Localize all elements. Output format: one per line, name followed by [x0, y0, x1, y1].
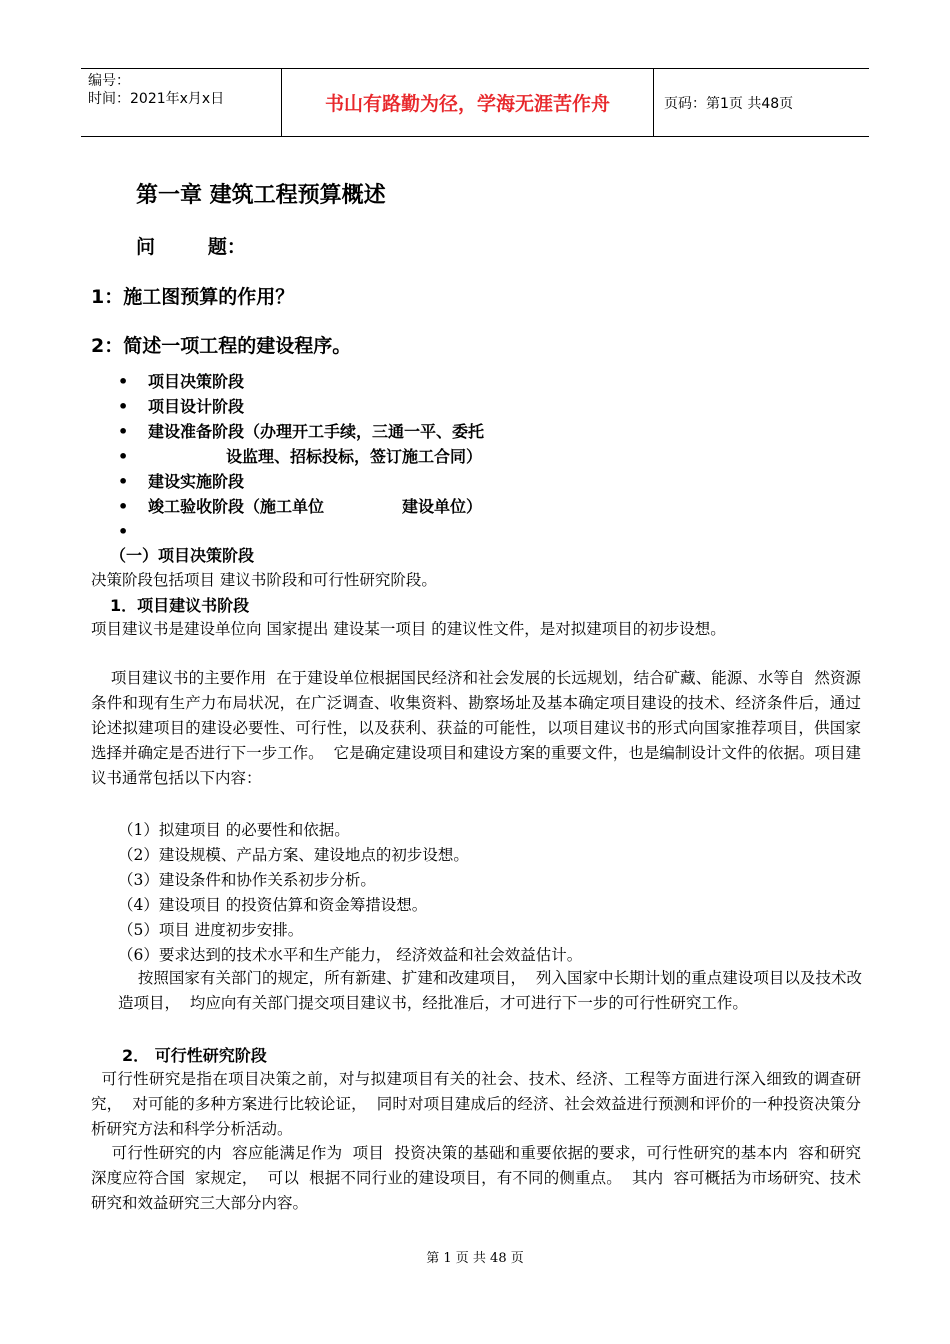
bullet-icon: •	[118, 397, 129, 416]
list-item: （1）拟建项目 的必要性和依据。	[118, 821, 350, 839]
list-item	[118, 519, 484, 544]
list-item: （5）项目 进度初步安排。	[118, 921, 304, 939]
section-intro: 决策阶段包括项目 建议书阶段和可行性研究阶段。	[91, 571, 437, 589]
list-item: • 设监理、招标投标，签订施工合同）	[118, 444, 484, 469]
list-item: • 项目设计阶段	[118, 394, 484, 419]
header-table	[81, 68, 869, 137]
header-page: 页码：第1页 共48页	[664, 95, 794, 112]
questions-label: 问 题：	[136, 236, 246, 258]
section-heading: （一）项目决策阶段	[110, 546, 255, 565]
bullet-icon: •	[118, 422, 129, 441]
header-time: 时间：2021年x月x日	[88, 91, 225, 107]
paragraph-5: 可行性研究的内 容应能满足作为 项目 投资决策的基础和重要依据的要求，可行性研究的基本内 容和研究深度应符合国 家规定， 可以 根据不同行业的建设项目，有不同的侧重点。 其内 容可概括为市场研究、技术研究和效益研究三大部分内容。	[91, 1144, 861, 1212]
bullet-icon: •	[118, 447, 129, 466]
subsection-heading-1: 1．项目建议书阶段	[110, 596, 250, 615]
paragraph-3: 按照国家有关部门的规定，所有新建、扩建和改建项目， 列入国家中长期计划的重点建设项目以及技术改造项目， 均应向有关部门提交项目建议书，经批准后，才可进行下一步的可行性研究工作。	[118, 969, 862, 1012]
list-item: （6）要求达到的技术水平和生产能力， 经济效益和社会效益估计。	[118, 946, 583, 964]
list-item: （2）建设规模、产品方案、建设地点的初步设想。	[118, 846, 469, 864]
subsection-heading-2: 2． 可行性研究阶段	[122, 1046, 267, 1065]
bullet-icon: •	[118, 497, 129, 516]
list-item: （4）建设项目 的投资估算和资金筹措设想。	[118, 896, 428, 914]
bullet-icon: •	[118, 372, 129, 391]
question-1: 1：施工图预算的作用？	[91, 286, 295, 308]
header-meta	[81, 69, 282, 136]
question-2: 2：简述一项工程的建设程序。	[91, 335, 352, 357]
header-motto: 书山有路勤为径，学海无涯苦作舟	[282, 69, 654, 136]
list-item: • 竣工验收阶段（施工单位 建设单位）	[118, 494, 484, 519]
bullet-icon: •	[118, 522, 129, 541]
header-number: 编号：	[88, 73, 130, 89]
paragraph-1: 项目建议书是建设单位向 国家提出 建设某一项目 的建议性文件，是对拟建项目的初步设想。	[91, 620, 726, 638]
bullet-icon: •	[118, 472, 129, 491]
list-item: • 建设实施阶段	[118, 469, 484, 494]
list-item: （3）建设条件和协作关系初步分析。	[118, 871, 376, 889]
page-footer: 第 1 页 共 48 页	[426, 1251, 524, 1266]
list-item: • 项目决策阶段	[118, 369, 484, 394]
list-item: • 建设准备阶段（办理开工手续，三通一平、委托	[118, 419, 484, 444]
stage-list	[118, 369, 484, 544]
paragraph-2: 项目建议书的主要作用 在于建设单位根据国民经济和社会发展的长远规划，结合矿藏、能源、水等自 然资源条件和现有生产力布局状况，在广泛调查、收集资料、勘察场址及基本确定项目建设的技术、经济条件后，通过论述拟建项目的建设必要性、可行性，以及获利、获益的可能性，以项目建议书的形式向国家推荐项目，供国家选择并确定是否进行下一步工作。 它是确定建设项目和建设方案的重要文件，也是编制设计文件的依据。项目建议书通常包括以下内容：	[91, 669, 861, 787]
paragraph-4: 可行性研究是指在项目决策之前，对与拟建项目有关的社会、技术、经济、工程等方面进行深入细致的调查研究， 对可能的多种方案进行比较论证， 同时对项目建成后的经济、社会效益进行预测和评价的一种投资决策分析研究方法和科学分析活动。	[91, 1070, 861, 1138]
chapter-title: 第一章 建筑工程预算概述	[136, 183, 386, 208]
